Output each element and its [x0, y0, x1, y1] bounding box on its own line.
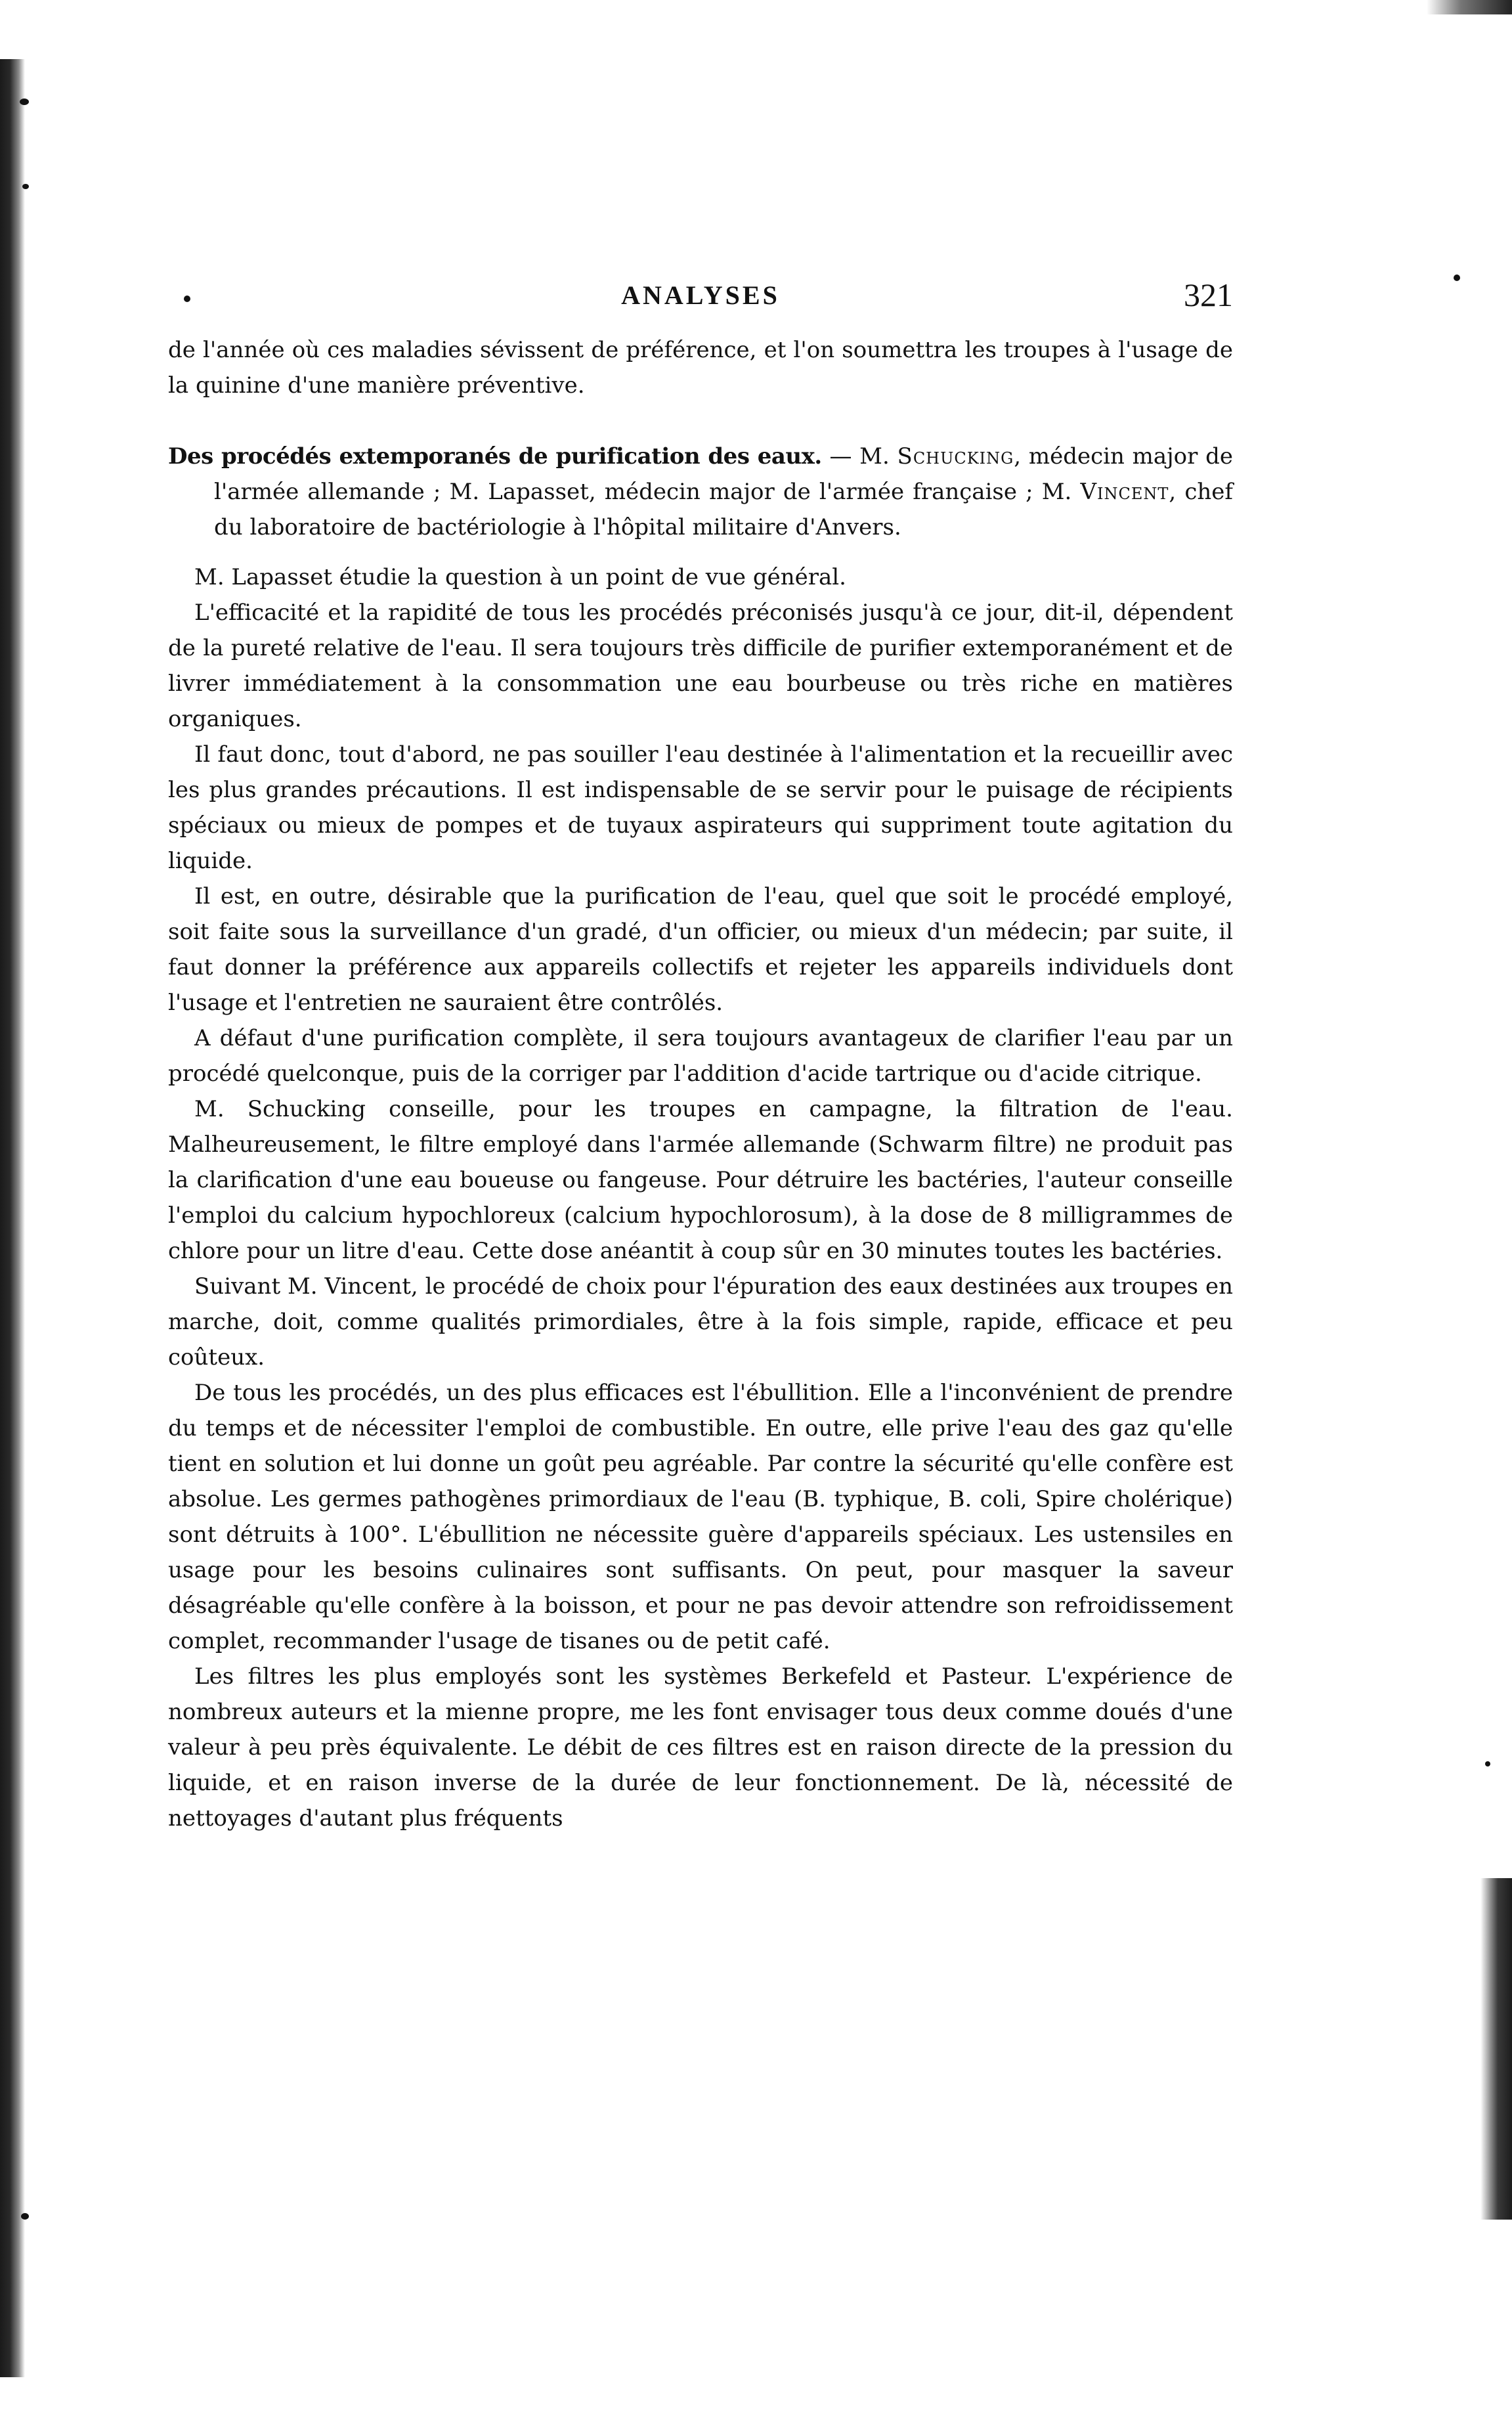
paragraph: Il faut donc, tout d'abord, ne pas souiller l'eau destinée à l'alimentation et la recueillir avec les plus grandes précautions. Il est indispensable de se servir pour le puisage de récipients spéciaux ou mieux de pompes et de tuyaux aspirateurs qui suppriment toute agitation du liquide. — [168, 741, 1233, 874]
paragraph: M. Schucking conseille, pour les troupes en campagne, la filtration de l'eau. Malheureusement, le filtre employé dans l'armée allemande (Schwarm filtre) ne produit pas la clarification d'une eau boueuse ou fangeuse. Pour détruire les bactéries, l'auteur conseille l'emploi du calcium hypochloreux (calcium hypochlorosum), à la dose de 8 milligrammes de chlore pour un litre d'eau. Cette dose anéantit à coup sûr en 30 minutes toutes les bactéries. — [168, 1096, 1233, 1264]
paragraph: L'efficacité et la rapidité de tous les procédés préconisés jusqu'à ce jour, dit-il, dépendent de la pureté relative de l'eau. Il sera toujours très difficile de purifier extemporanément et de livrer immédiatement à la consommation une eau bourbeuse ou très riche en matières organiques. — [168, 600, 1233, 732]
stray-dot — [1485, 1761, 1490, 1766]
scan-corner-artifact — [1427, 0, 1512, 14]
author-schucking: Schucking — [897, 443, 1014, 470]
document-page — [168, 276, 1233, 1836]
paragraph: M. Lapasset étudie la question à un point de vue général. — [194, 564, 846, 590]
section-dash: — M. — [821, 443, 897, 470]
paragraph: De tous les procédés, un des plus efficaces est l'ébullition. Elle a l'inconvénient de prendre du temps et de nécessiter l'emploi de combustible. En outre, elle prive l'eau des gaz qu'elle tient en solution et lui donne un goût peu agréable. Par contre la sécurité qu'elle confère est absolue. Les germes pathogènes primordiaux de l'eau (B. typhique, B. coli, Spire cholérique) sont détruits à 100°. L'ébullition ne nécessite guère d'appareils spéciaux. Les ustensiles en usage pour les besoins culinaires sont suffisants. On peut, pour masquer la saveur désagréable qu'elle confère à la boisson, et pour ne pas devoir attendre son refroidissement complet, recommander l'usage de tisanes ou de petit café. — [168, 1380, 1233, 1654]
paragraph: Suivant M. Vincent, le procédé de choix pour l'épuration des eaux destinées aux troupes en marche, doit, comme qualités primordiales, être à la fois simple, rapide, efficace et peu coûteux. — [168, 1273, 1233, 1371]
scan-speck — [20, 99, 29, 105]
scan-speck — [22, 184, 29, 189]
paragraph: Il est, en outre, désirable que la purification de l'eau, quel que soit le procédé employé, soit faite sous la surveillance d'un gradé, d'un officier, ou mieux d'un médecin; par suite, il faut donner la préférence aux appareils collectifs et rejeter les appareils individuels dont l'usage et l'entretien ne sauraient être contrôlés. — [168, 883, 1233, 1016]
scan-speck — [21, 2213, 29, 2220]
paragraph-continuation: de l'année où ces maladies sévissent de préférence, et l'on soumettra les troupes à l'usage de la quinine d'une manière préventive. — [168, 337, 1233, 399]
running-title: ANALYSES — [621, 280, 780, 310]
section-title: Des procédés extemporanés de purification des eaux. — [168, 443, 822, 470]
scan-edge-right — [1480, 1878, 1512, 2220]
stray-dot — [1454, 274, 1460, 281]
section-heading-paragraph — [168, 439, 1233, 545]
section-authors-a: , médecin major de l'armée allemande ; M. Lapasset, médecin major de l'armée française ; M. — [214, 443, 1234, 505]
paragraph: Les filtres les plus employés sont les systèmes Berkefeld et Pasteur. L'expérience de nombreux auteurs et la mienne propre, me les font envisager tous deux comme doués d'une valeur à peu près équivalente. Le débit de ces filtres est en raison directe de la pression du liquide, et en raison inverse de la durée de leur fonctionnement. De là, nécessité de nettoyages d'autant plus fréquents — [168, 1663, 1233, 1832]
author-vincent: Vincent — [1080, 479, 1169, 505]
scan-edge-left — [0, 59, 25, 2377]
page-header — [168, 276, 1233, 332]
page-number: 321 — [1184, 276, 1233, 313]
section-authors-b: , chef du laboratoire de bactériologie à l'hôpital militaire d'Anvers. — [214, 479, 1233, 540]
paragraph: A défaut d'une purification complète, il sera toujours avantageux de clarifier l'eau par un procédé quelconque, puis de la corriger par l'addition d'acide tartrique ou d'acide citrique. — [168, 1025, 1233, 1087]
